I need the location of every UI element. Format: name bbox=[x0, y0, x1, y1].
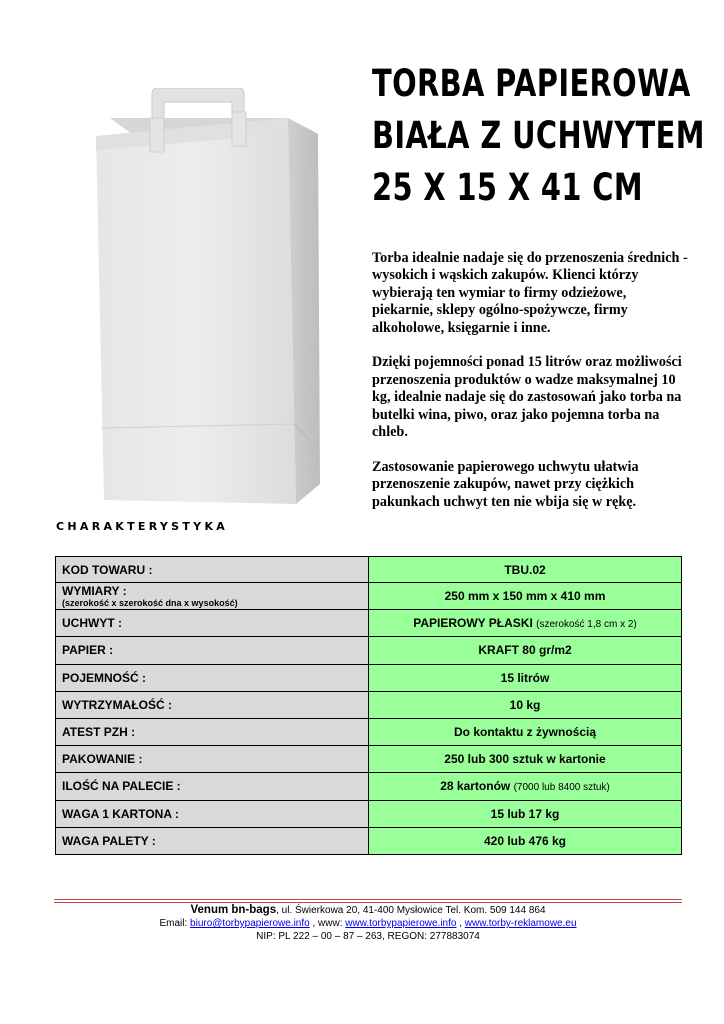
table-row bbox=[56, 691, 682, 718]
spec-label: ILOŚĆ NA PALECIE : bbox=[56, 773, 369, 800]
table-row bbox=[56, 827, 682, 854]
www-label: , www: bbox=[309, 918, 346, 929]
footer-company-line bbox=[54, 904, 682, 917]
description-paragraph: Torba idealnie nadaje się do przenoszenia średnich - wysokich i wąskich zakupów. Klienci którzy wybierają ten wymiar to firmy odzieżowe, piekarnie, sklepy ogólno-spożywcze, firmy alkoholowe, księgarnie i inne. bbox=[372, 250, 688, 336]
spec-label: POJEMNOŚĆ : bbox=[56, 664, 369, 691]
table-row bbox=[56, 718, 682, 745]
spec-value: 250 mm x 150 mm x 410 mm bbox=[369, 583, 682, 610]
spec-label: PAPIER : bbox=[56, 637, 369, 664]
spec-value-cell bbox=[369, 773, 682, 800]
product-description bbox=[372, 250, 688, 528]
spec-value-cell bbox=[369, 610, 682, 637]
spec-label: PAKOWANIE : bbox=[56, 746, 369, 773]
title-line: BIAŁA Z UCHWYTEM bbox=[372, 114, 705, 157]
spec-label: WYTRZYMAŁOŚĆ : bbox=[56, 691, 369, 718]
spec-value: 15 lub 17 kg bbox=[369, 800, 682, 827]
company-name: Venum bn-bags bbox=[190, 904, 277, 916]
table-row bbox=[56, 773, 682, 800]
table-row bbox=[56, 637, 682, 664]
title-line: 25 X 15 X 41 CM bbox=[372, 166, 643, 209]
spec-value: 15 litrów bbox=[369, 664, 682, 691]
link-separator: , bbox=[456, 918, 465, 929]
spec-value: 420 lub 476 kg bbox=[369, 827, 682, 854]
spec-value: 250 lub 300 sztuk w kartonie bbox=[369, 746, 682, 773]
spec-label: KOD TOWARU : bbox=[56, 557, 369, 583]
product-title bbox=[372, 58, 705, 214]
spec-value: PAPIEROWY PŁASKI bbox=[413, 616, 533, 631]
website-link[interactable]: www.torby-reklamowe.eu bbox=[464, 918, 577, 929]
section-heading: CHARAKTERYSTYKA bbox=[56, 520, 229, 533]
footer bbox=[54, 904, 682, 943]
company-address: , ul. Świerkowa 20, 41-400 Mysłowice Tel. Kom. 509 144 864 bbox=[276, 905, 546, 916]
spec-label-cell bbox=[56, 583, 369, 610]
specs-table bbox=[55, 556, 682, 855]
spec-value: 10 kg bbox=[369, 691, 682, 718]
spec-value: KRAFT 80 gr/m2 bbox=[369, 637, 682, 664]
table-row bbox=[56, 610, 682, 637]
footer-divider bbox=[54, 902, 682, 903]
description-paragraph: Zastosowanie papierowego uchwytu ułatwia przenoszenie zakupów, nawet przy ciężkich pakunkach uchwyt ten nie wbija się w rękę. bbox=[372, 458, 639, 510]
table-row bbox=[56, 664, 682, 691]
spec-value: 28 kartonów bbox=[440, 779, 511, 794]
footer-divider bbox=[54, 899, 682, 900]
spec-note: (7000 lub 8400 sztuk) bbox=[513, 782, 610, 794]
email-label: Email: bbox=[159, 918, 191, 929]
spec-value: TBU.02 bbox=[369, 557, 682, 583]
paper-bag-image bbox=[92, 88, 324, 506]
spec-label: WAGA PALETY : bbox=[56, 827, 369, 854]
spec-value: Do kontaktu z żywnością bbox=[369, 718, 682, 745]
table-row bbox=[56, 583, 682, 610]
spec-label: WAGA 1 KARTONA : bbox=[56, 800, 369, 827]
table-row bbox=[56, 746, 682, 773]
title-line: TORBA PAPIEROWA bbox=[372, 62, 691, 105]
spec-note: (szerokość 1,8 cm x 2) bbox=[536, 619, 637, 631]
table-row bbox=[56, 557, 682, 583]
footer-nip-line: NIP: PL 222 – 00 – 87 – 263, REGON: 277883074 bbox=[256, 931, 480, 942]
spec-label: UCHWYT : bbox=[56, 610, 369, 637]
spec-label: ATEST PZH : bbox=[56, 718, 369, 745]
table-row bbox=[56, 800, 682, 827]
spec-label: WYMIARY : bbox=[62, 583, 127, 598]
footer-contact-line bbox=[54, 917, 682, 930]
description-paragraph: Dzięki pojemności ponad 15 litrów oraz możliwości przenoszenia produktów o wadze maksymalnej 10 kg, idealnie nadaje się do zastosowań jako torba na butelki wina, piwo, oraz jako pojemna torba na chleb. bbox=[372, 354, 682, 441]
email-link[interactable]: biuro@torbypapierowe.info bbox=[190, 918, 310, 929]
website-link[interactable]: www.torbypapierowe.info bbox=[345, 918, 457, 929]
spec-sublabel: (szerokość x szerokość dna x wysokość) bbox=[62, 597, 238, 608]
